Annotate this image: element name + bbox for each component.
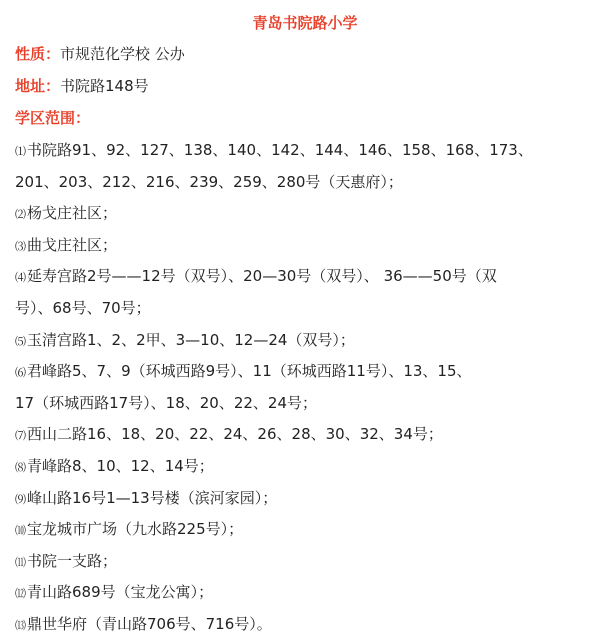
item-number: ⑹ bbox=[15, 366, 26, 380]
item-number: ⑴ bbox=[15, 145, 26, 158]
item-number: ⑿ bbox=[15, 587, 26, 601]
item-number: ⒀ bbox=[15, 619, 26, 632]
item-number: ⑷ bbox=[15, 271, 26, 285]
item-text: 延寿宫路2号——12号（双号）、20—30号（双号）、 36——50号（双 bbox=[27, 267, 497, 286]
list-item bbox=[15, 612, 272, 638]
item-number: ⑻ bbox=[15, 461, 26, 474]
item-text: 峰山路16号1—13号楼（滨河家园）； bbox=[27, 488, 278, 507]
item-text: 杨戈庄社区； bbox=[27, 204, 118, 223]
list-item bbox=[15, 517, 243, 543]
list-item bbox=[15, 170, 403, 194]
item-text: 青峰路8、10、12、14号； bbox=[27, 457, 214, 475]
list-item bbox=[15, 422, 443, 448]
district-label: 学区范围： bbox=[15, 109, 91, 127]
item-text: 鼎世华府（青山路706号、716号）。 bbox=[27, 615, 272, 633]
list-item bbox=[15, 138, 533, 164]
item-number: ⑺ bbox=[15, 429, 26, 443]
item-text: 君峰路5、7、9（环城西路9号）、11（环城西路11号）、13、15、 bbox=[27, 362, 472, 381]
nature-label: 性质： bbox=[15, 45, 61, 63]
item-text: 曲戈庄社区； bbox=[27, 235, 118, 254]
item-text: 号）、68号、70号； bbox=[15, 299, 151, 317]
item-number: ⑼ bbox=[15, 492, 26, 506]
item-text: 书院路91、92、127、138、140、142、144、146、158、168、173、 bbox=[27, 141, 533, 159]
list-item bbox=[15, 359, 472, 385]
list-item bbox=[15, 233, 117, 259]
list-item bbox=[15, 486, 277, 512]
list-item bbox=[15, 391, 317, 415]
list-item bbox=[15, 264, 497, 290]
district-row bbox=[15, 106, 90, 130]
item-number: ⑶ bbox=[15, 239, 26, 253]
item-text: 17（环城西路17号）、18、20、22、24号； bbox=[15, 393, 318, 412]
nature-row bbox=[15, 42, 185, 66]
address-label: 地址： bbox=[15, 77, 61, 95]
item-text: 玉清宫路1、2、2甲、3—10、12—24（双号）； bbox=[27, 330, 355, 349]
address-row bbox=[15, 74, 149, 98]
item-number: ⑸ bbox=[15, 334, 26, 348]
list-item bbox=[15, 296, 151, 320]
list-item bbox=[15, 328, 355, 354]
page-title: 青岛书院路小学 bbox=[252, 14, 358, 32]
item-text: 西山二路16、18、20、22、24、26、28、30、32、34号； bbox=[27, 425, 443, 444]
item-number: ⑽ bbox=[15, 524, 26, 538]
item-text: 宝龙城市广场（九水路225号）； bbox=[27, 520, 244, 539]
address-value: 书院路148号 bbox=[60, 77, 149, 95]
item-text: 201、203、212、216、239、259、280号（天惠府）； bbox=[15, 172, 403, 191]
list-item bbox=[15, 454, 214, 480]
list-item bbox=[15, 580, 213, 606]
item-text: 书院一支路； bbox=[27, 551, 118, 570]
list-item bbox=[15, 549, 117, 575]
item-text: 青山路689号（宝龙公寓）； bbox=[27, 583, 214, 602]
item-number: ⑾ bbox=[15, 555, 26, 569]
nature-value: 市规范化学校 公办 bbox=[60, 45, 185, 63]
item-number: ⑵ bbox=[15, 208, 26, 222]
list-item bbox=[15, 201, 117, 227]
